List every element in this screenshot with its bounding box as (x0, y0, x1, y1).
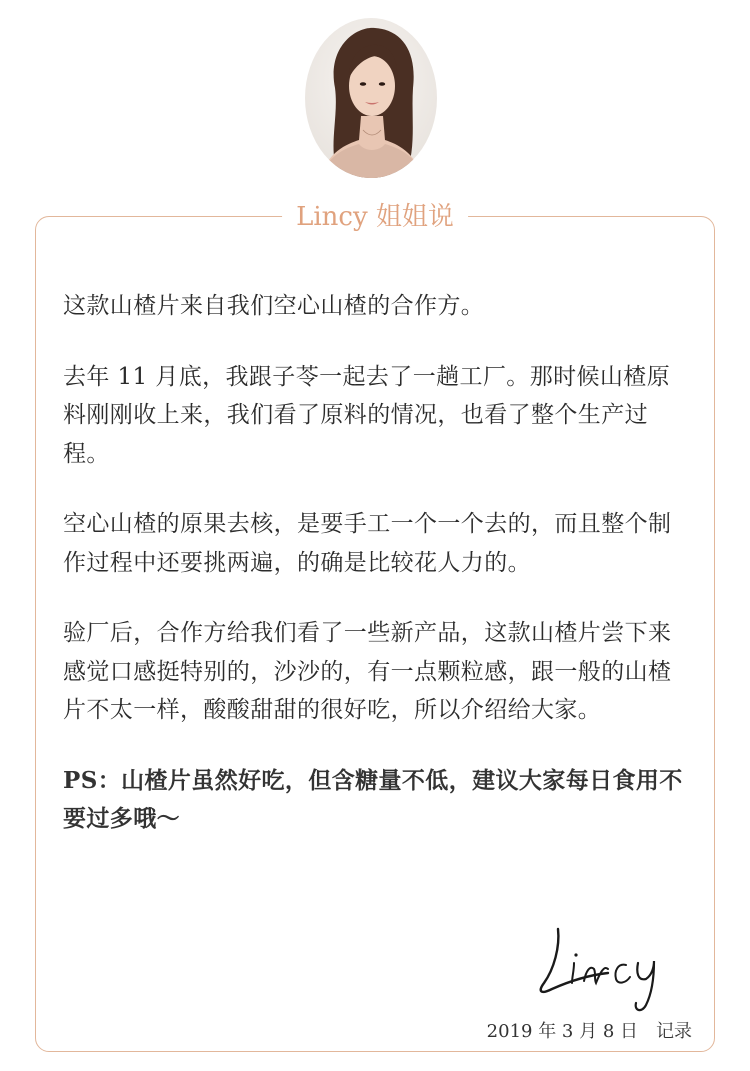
card-title: Lincy 姐姐说 (282, 200, 468, 234)
handwritten-signature (530, 917, 690, 1017)
note-body (63, 287, 693, 871)
author-avatar (305, 18, 437, 178)
paragraph-2: 去年 11 月底，我跟子苓一起去了一趟工厂。那时候山楂原料刚刚收上来，我们看了原料的情况，也看了整个生产过程。 (63, 363, 671, 467)
note-footer (487, 1017, 692, 1043)
note-date: 2019 年 3 月 8 日 (486, 1021, 638, 1042)
note-card (35, 202, 715, 1052)
paragraph-4: 验厂后，合作方给我们看了一些新产品，这款山楂片尝下来感觉口感挺特别的，沙沙的，有一点颗粒感，跟一般的山楂片不太一样，酸酸甜甜的很好吃，所以介绍给大家。 (63, 620, 672, 723)
paragraph-1: 这款山楂片来自我们空心山楂的合作方。 (63, 293, 485, 319)
paragraph-3: 空心山楂的原果去核，是要手工一个一个去的，而且整个制作过程中还要挑两遍，的确是比较花人力的。 (63, 511, 672, 576)
record-label: 记录 (656, 1021, 692, 1042)
ps-note: PS：山楂片虽然好吃，但含糖量不低，建议大家每日食用不要过多哦～ (63, 766, 683, 832)
